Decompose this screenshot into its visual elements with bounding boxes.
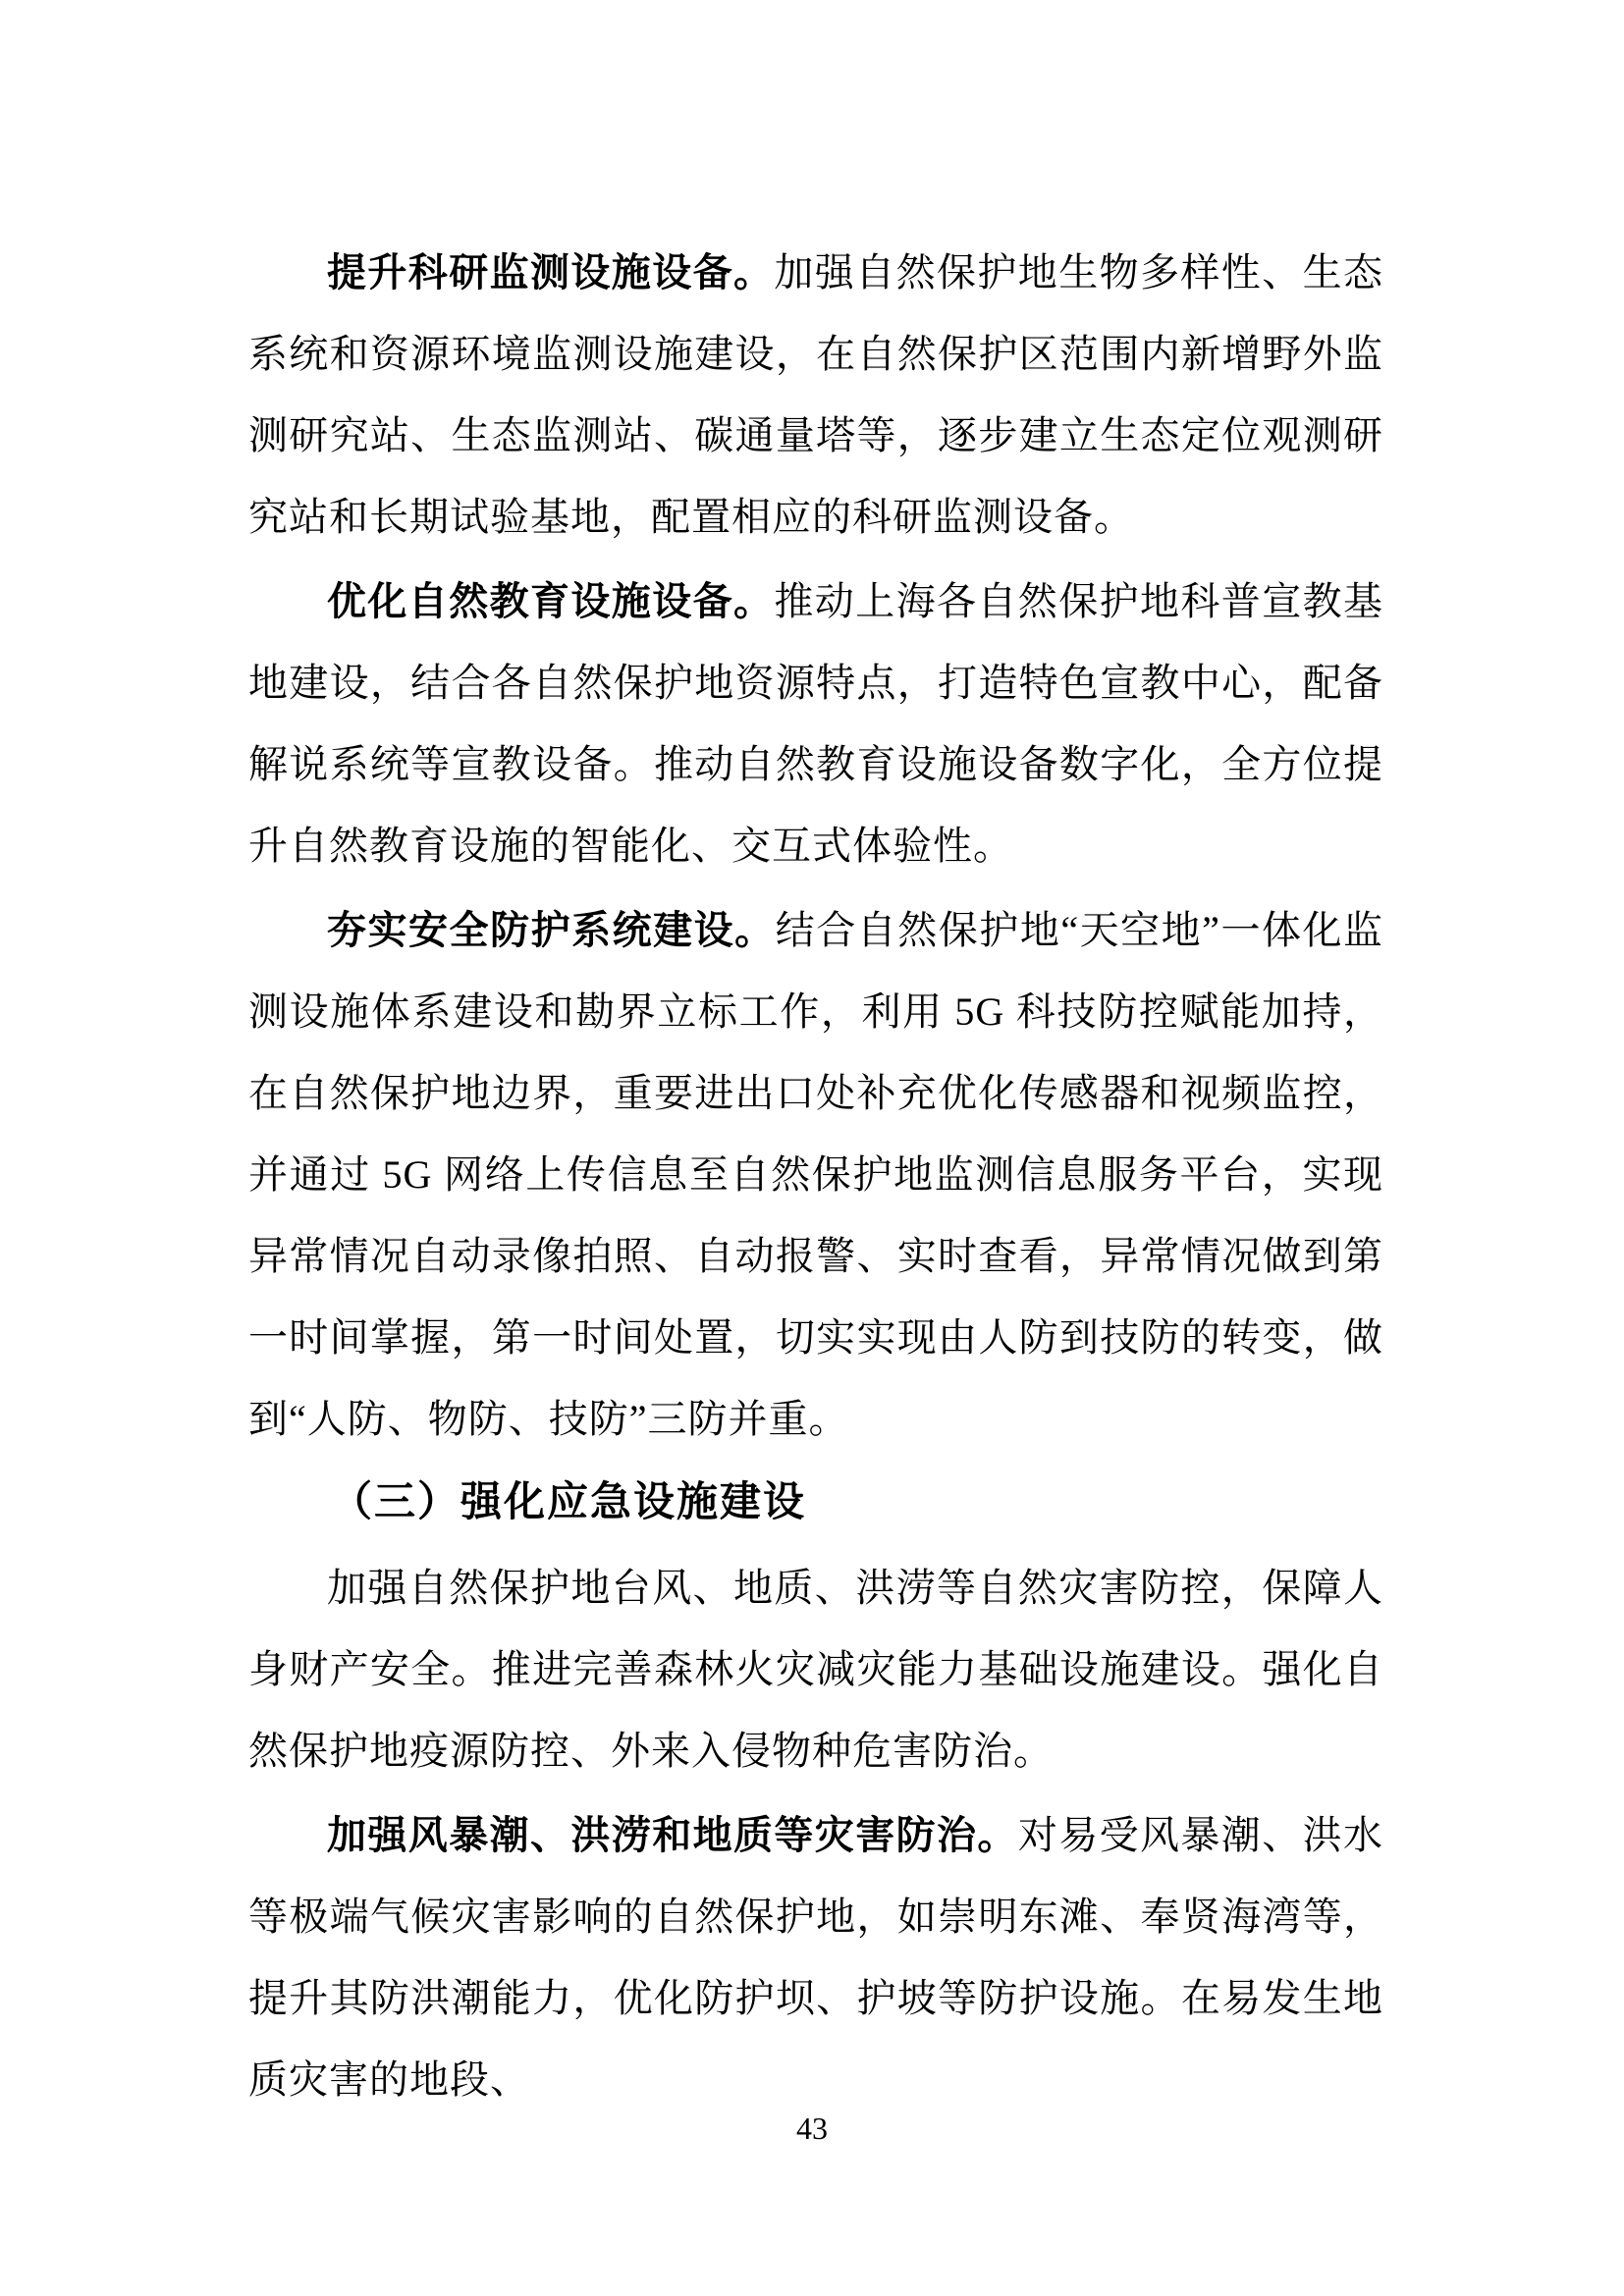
paragraph-security-system-lead: 夯实安全防护系统建设。 <box>327 908 776 952</box>
paragraph-disaster-prevention-intro <box>248 1547 1383 1791</box>
paragraph-storm-surge-control-body: 对易受风暴潮、洪水等极端气候灾害影响的自然保护地，如崇明东滩、奉贤海湾等，提升其防洪潮能力，优化防护坝、护坡等防护设施。在易发生地质灾害的地段、 <box>248 1813 1384 2102</box>
paragraph-disaster-prevention-intro-body: 加强自然保护地台风、地质、洪涝等自然灾害防控，保障人身财产安全。推进完善森林火灾减灾能力基础设施建设。强化自然保护地疫源防控、外来入侵物种危害防治。 <box>248 1566 1383 1773</box>
page-number: 43 <box>796 2110 828 2146</box>
paragraph-security-system-body: 结合自然保护地“天空地”一体化监测设施体系建设和勘界立标工作，利用 5G 科技防控赋能加持，在自然保护地边界，重要进出口处补充优化传感器和视频监控，并通过 5G 网络上传信息至自然保护地监测信息服务平台，实现异常情况自动录像拍照、自动报警、实时查看，异常情况做到第一时间掌握，第一时间处置，切实实现由人防到技防的转变，做到“人防、物防、技防”三防并重。 <box>248 908 1384 1441</box>
paragraph-nature-education <box>248 561 1383 886</box>
paragraph-research-monitoring-lead: 提升科研监测设施设备。 <box>327 250 775 294</box>
document-text-block <box>248 232 1383 2123</box>
paragraph-nature-education-lead: 优化自然教育设施设备。 <box>327 579 775 623</box>
paragraph-research-monitoring-body: 加强自然保护地生物多样性、生态系统和资源环境监测设施建设，在自然保护区范围内新增野外监测研究站、生态监测站、碳通量塔等，逐步建立生态定位观测研究站和长期试验基地，配置相应的科研监测设备。 <box>248 250 1384 539</box>
paragraph-research-monitoring <box>248 232 1383 558</box>
page-footer <box>0 2110 1624 2146</box>
paragraph-security-system <box>248 889 1383 1460</box>
paragraph-storm-surge-control <box>248 1794 1383 2120</box>
section-heading-emergency-facilities: （三）强化应急设施建设 <box>331 1480 807 1525</box>
paragraph-storm-surge-control-lead: 加强风暴潮、洪涝和地质等灾害防治。 <box>327 1813 1018 1857</box>
paragraph-nature-education-body: 推动上海各自然保护地科普宣教基地建设，结合各自然保护地资源特点，打造特色宣教中心，配备解说系统等宣教设备。推动自然教育设施设备数字化，全方位提升自然教育设施的智能化、交互式体验性。 <box>248 579 1384 868</box>
